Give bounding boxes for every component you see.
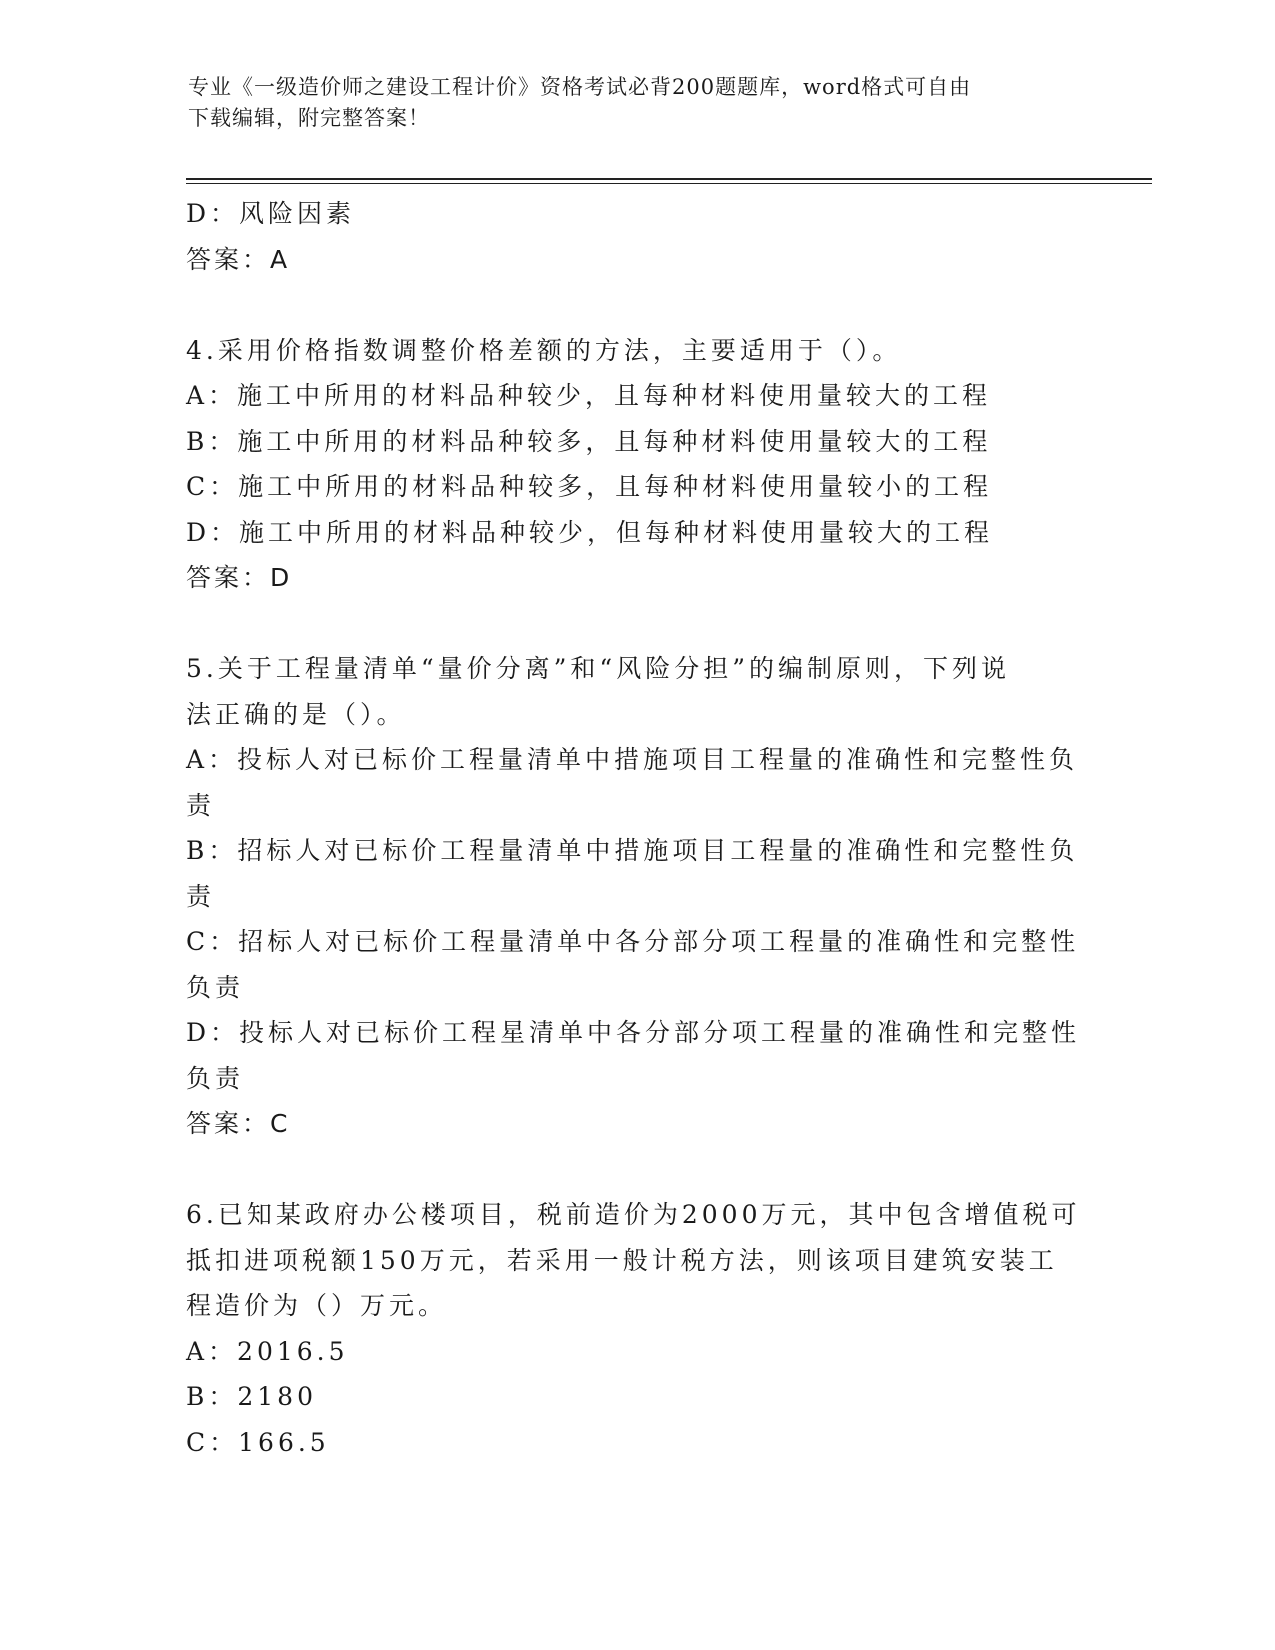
q6-stem-line-2: 抵扣进项税额150万元，若采用一般计税方法，则该项目建筑安装工 (186, 1245, 1058, 1275)
page-header (188, 72, 1068, 134)
q5-option-d-line-2: 负责 (186, 1063, 245, 1093)
spacer (186, 601, 1066, 647)
q4-stem: 4.采用价格指数调整价格差额的方法，主要适用于（）。 (186, 335, 902, 365)
q5-stem-line-2: 法正确的是（）。 (186, 699, 406, 729)
header-line-1: 专业《一级造价师之建设工程计价》资格考试必背200题题库，word格式可自由 (188, 75, 972, 99)
q5-option-d-line-1: D：投标人对已标价工程星清单中各分部分项工程量的准确性和完整性 (186, 1018, 1081, 1047)
header-divider-thin (186, 183, 1152, 184)
q5-stem-line-1: 5.关于工程量清单“量价分离”和“风险分担”的编制原则，下列说 (186, 654, 1010, 683)
q5-option-b-line-1: B：招标人对已标价工程量清单中措施项目工程量的准确性和完整性负 (186, 836, 1079, 865)
q4-option-c: C：施工中所用的材料品种较多，且每种材料使用量较小的工程 (186, 472, 993, 501)
q3-answer: 答案：A (186, 244, 291, 274)
header-divider-thick (186, 178, 1152, 180)
q4-answer: 答案：D (186, 563, 293, 592)
spacer (186, 1147, 1066, 1193)
q6-option-c: C：166.5 (186, 1427, 330, 1457)
q6-option-a: A：2016.5 (186, 1336, 349, 1366)
q6-stem-line-1: 6.已知某政府办公楼项目，税前造价为2000万元，其中包含增值税可 (186, 1200, 1081, 1229)
spacer (186, 282, 1066, 328)
q5-option-a-line-2: 责 (186, 790, 216, 820)
q4-option-d: D：施工中所用的材料品种较少，但每种材料使用量较大的工程 (186, 517, 994, 547)
q3-option-d: D：风险因素 (186, 199, 356, 228)
question-list (186, 191, 1081, 1465)
q4-option-b: B：施工中所用的材料品种较多，且每种材料使用量较大的工程 (186, 426, 992, 456)
q5-option-c-line-1: C：招标人对已标价工程量清单中各分部分项工程量的准确性和完整性 (186, 927, 1080, 956)
q5-answer: 答案：C (186, 1109, 291, 1138)
q6-option-b: B：2180 (186, 1382, 317, 1411)
header-line-2: 下载编辑，附完整答案！ (188, 106, 430, 130)
q5-option-b-line-2: 责 (186, 881, 216, 911)
q6-stem-line-3: 程造价为（）万元。 (186, 1291, 448, 1320)
q5-option-c-line-2: 负责 (186, 972, 245, 1002)
q4-option-a: A：施工中所用的材料品种较少，且每种材料使用量较大的工程 (186, 381, 992, 410)
q5-option-a-line-1: A：投标人对已标价工程量清单中措施项目工程量的准确性和完整性负 (186, 745, 1079, 774)
